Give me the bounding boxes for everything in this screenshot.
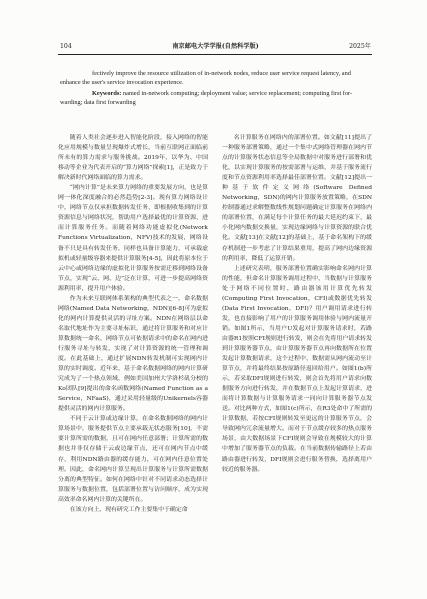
keywords-text: named in-network computing; deployment value; service replacement; computing first for-: [122, 90, 353, 98]
paragraph: 上述研究表明，服务部署位置确实影响命名网内计算的性能，但命名计算服务调用过程中，当数据与计算服务处于网络不同位置时，路由器该用计算优先转发(Computing First Invocation，CFI)或数据优先转发(Data First Invocation，DFI)？用户调用请求进行转发，也直接影响了用户的计算服务调用体验与网内流量开销。如图1所示，当用户U发起对计算服务请求时，若路由器R1按照CFI规则进行转发，则会在先将用户请求转发到计算服务器节点，由计算服务器节点再向数据所在位置发起计算数据请求，这个过程中，数据需从网内流动至计算节点，并将最终结果按原路径返回给用户。如图1(b)所示，若采取DFI规则进行转发，则会首先将用户请求向数据服务方向进行转发，并在数据节点上发起计算请求，进而将计算数据与计算服务请求一同向计算服务器节点发送。对比两种方式，如图1(c)所示，在R3处命中了所需的计算数据，若按CFI规则转发至更远的计算服务节点，会导致网内冗余流量增大。而对于节点缓存较多的热点服务场景，由大数据场景下CFI规则会导致在规模较大的计算中增加了服务器节点的负载。在当前数据传输路径上若由路由器进行转发，DFI规则会进行服务替换，选择离用户较近的服务器。: [222, 265, 372, 473]
abstract-line: fectively improve the resource utilization of in-network nodes, reduce user service request latency, and: [92, 70, 351, 77]
paragraph: 不同于云计算或边缘计算，在命名数据网络的网内计算场景中，服务提供节点主要承载无状态服务[10]，不需要计算所需的数据，且可在网内任意部署；计算所需的数据也并非仅存储于云或边缘节点，还可在网内节点中缓存，利用NDN路由器的缓存能力，可在网内任意位置处理。因此，命名网内计算呈现出计算服务与计算所需数据分离的典型特征。如何在网络中针对不同请求动态选择计算服务与数据位置，包括部署位置与访问顺序，成为实现高效率命名网内计算的关键所在。: [58, 416, 208, 503]
page-number: 104: [60, 43, 72, 50]
keywords-continued: warding; data first forwarding: [60, 98, 136, 106]
left-column: [58, 133, 208, 515]
header-rule: [58, 54, 372, 55]
paragraph: 在该方向上，现有研究工作主要集中于确定命: [69, 506, 188, 513]
paragraph: 名计算服务在网络内的部署位置。如文献[11]提出了一种服务部署策略，通过一个集中式网络管理器在网内节点的计算服务状态信息等全局数据中对服务进行部署和优化，以实现计算服务的按需部署与运维，并基于服务流行度和节点资源利用率选择最佳部署位置。文献[12]提出一种基于软件定义网络(Software Defined Networking，SDN)的网内计算服务放置策略，在SDN控制器通过求解整数线性规划问题确定计算服务在网络内的部署位置，在满足每个计算任务的最大延迟约束下，最小化网内数据交换量，实现边缘网络与计算资源的联合优化。文献[13]在文献[12]的基础上，基于命名架构下的缓存机制进一步考虑了计算结果重用，提高了网内边缘资源的利用率，降低了运算开销。: [222, 135, 372, 262]
year: 2025年: [349, 43, 371, 50]
journal-title: 南京邮电大学学报(自然科学版): [172, 43, 259, 50]
english-abstract: [60, 70, 376, 107]
paragraph: 随着人类社会逐步进入智能化阶段，接入网络的智能化应用规模与数量呈现爆炸式增长，当前互联网正面临前所未有的算力需求与服务挑战。2019年，以华为、中国移动等企业为代表开启的“算力网络”探索[1]，正是致力于解决新时代网络面临的算力需求。: [58, 135, 208, 182]
abstract-line: enhance the user's service invocation experience.: [60, 78, 184, 86]
paragraph: “网内计算”是未来算力网络的重要发展方向，也是算网一体化深度融合的必然趋势[2-3]。现有算力网络设计中，网络节点仅承担数据转发任务，即根据收集到的计算资源信息与网络状况，帮助用户选择最优的计算资源，进而计算服务任务。而随着网络功能虚拟化(Network Functions Virtualization，NFV)技术的发展，网络设备不只是具有转发任务，同样也具备计算能力，可承载虚拟机或轻量级容器来提供计算服务[4-5]，因此将原本位于云中心或网络边缘的虚拟化计算服务按需迁移到网络设备节点，实现“云、网、边”泛在计算，可进一步提高网络资源利用率，提升用户体验。: [58, 185, 208, 292]
running-header: [60, 40, 371, 54]
keywords: [60, 90, 376, 99]
right-column: [222, 133, 372, 475]
keywords-label: Keywords:: [92, 90, 122, 98]
paragraph: 作为未来互联网体系架构的典型代表之一，命名数据网络(Named Data Networking，NDN)[6-8]可为虚拟化的网内计算提供灵活的寻址方案。NDN在网络层以命名取代地址作为主要寻址标识，通过将计算服务和对应计算数据统一命名，网络节点可依据请求中的命名在网内进行服务寻址与转发，实现了对计算资源的统一管理和调度。在此基础上，通过扩展NDN转发机制可实现网内计算的实时调度。近年来，基于命名数据网络的网内计算研究成为了一个热点领域，例如美国加州大学洛杉矶分校的Ko团队[9]提出的命名函数网络(Named Function as a Service，NFaaS)，通过采用轻量级的Unikernels容器提供灵活的网内计算服务。: [58, 295, 208, 413]
